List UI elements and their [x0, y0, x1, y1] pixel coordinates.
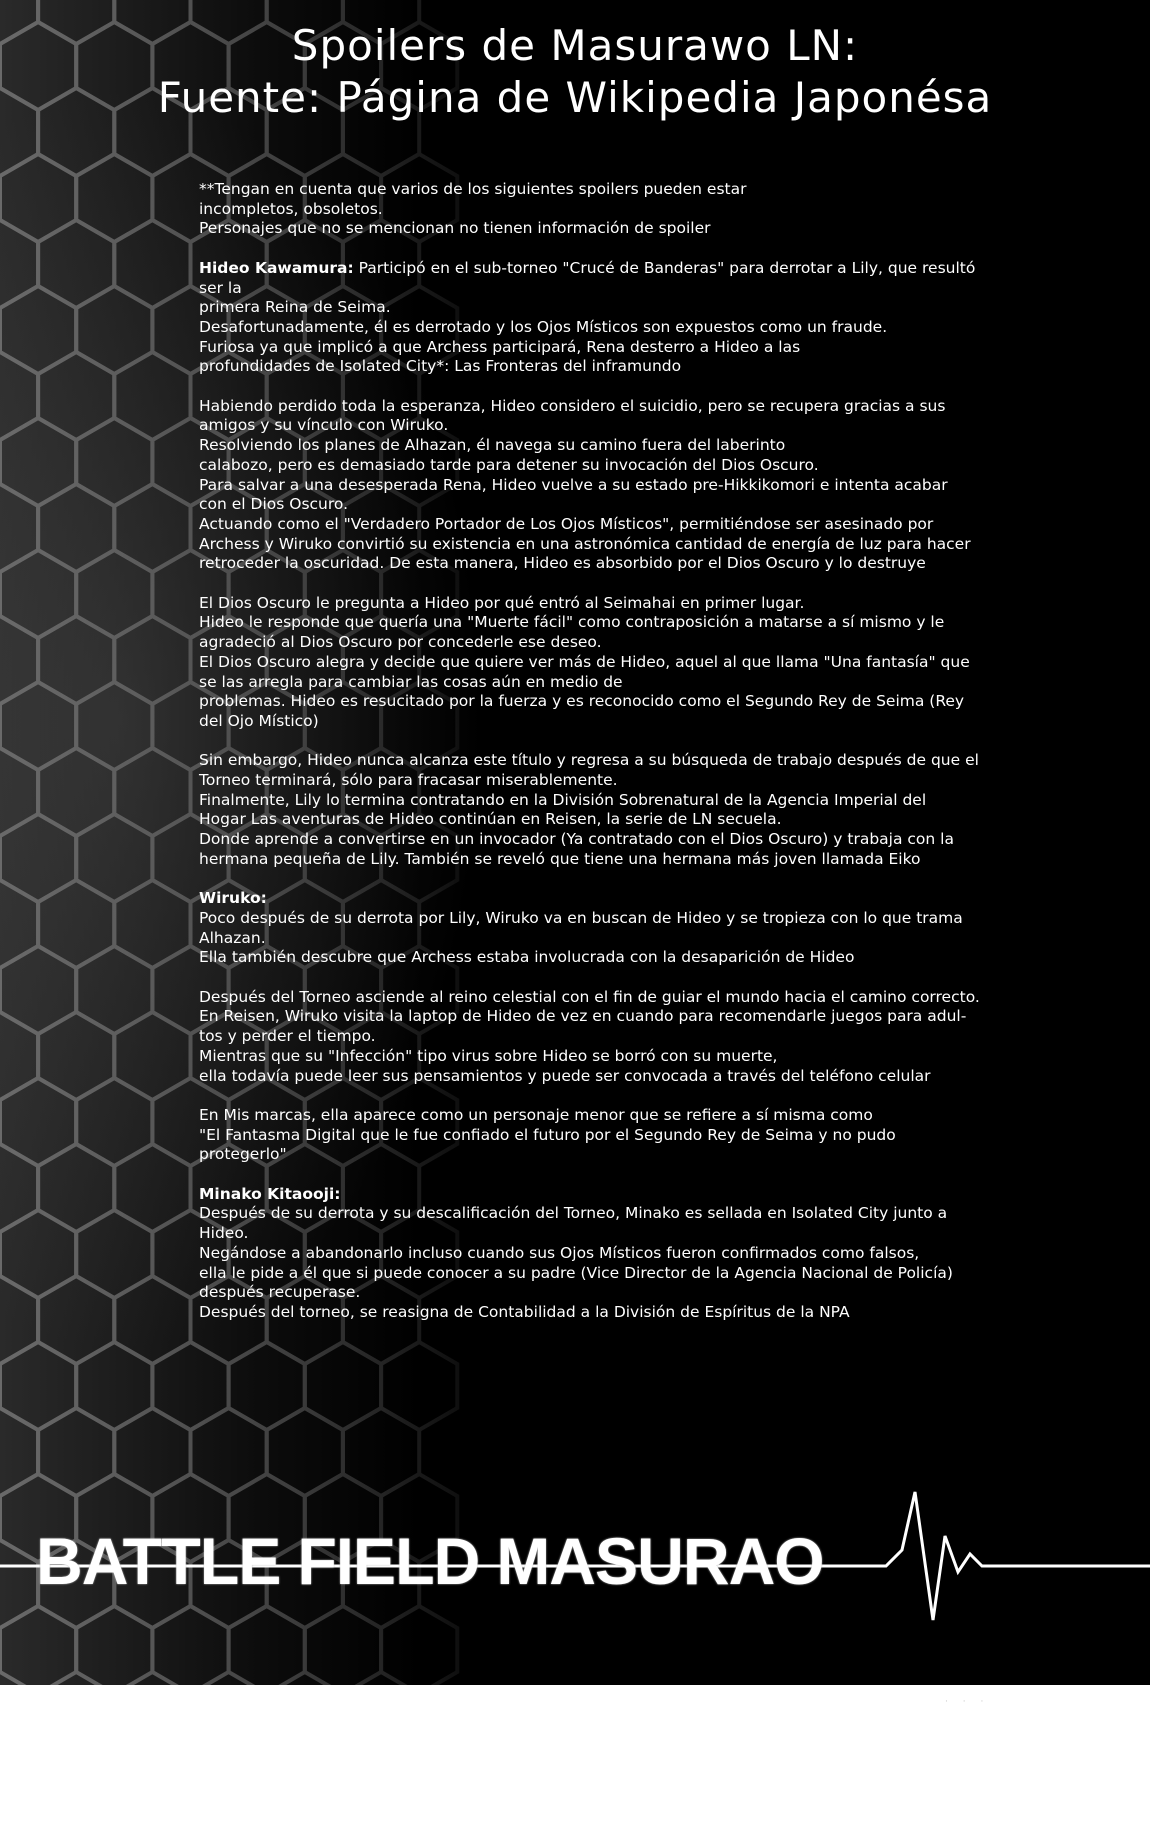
- character-name-minako: Minako Kitaooji:: [199, 1184, 341, 1203]
- text-line: En Reisen, Wiruko visita la laptop de Hideo de vez en cuando para recomendarle juegos para adul-: [199, 1007, 967, 1026]
- text-line: Finalmente, Lily lo termina contratando en la División Sobrenatural de la Agencia Imperial del: [199, 790, 927, 809]
- text-line: **Tengan en cuenta que varios de los siguientes spoilers pueden estar: [199, 180, 747, 198]
- text-line: retroceder la oscuridad. De esta manera, Hideo es absorbido por el Dios Oscuro y lo destruye: [199, 554, 926, 573]
- text-line: [199, 259, 989, 279]
- text-line: Hideo.: [199, 1224, 249, 1243]
- text-line: hermana pequeña de Lily. También se reveló que tiene una hermana más joven llamada Eiko: [199, 849, 921, 868]
- text-line: Actuando como el "Verdadero Portador de Los Ojos Místicos", permitiéndose ser asesinado por: [199, 514, 934, 533]
- text-line: Furiosa ya que implicó a que Archess participará, Rena desterro a Hideo a las: [199, 337, 801, 356]
- text-line: Después de su derrota y su descalificación del Torneo, Minako es sellada en Isolated City junto a: [199, 1204, 948, 1223]
- page-title-line2: Fuente: Página de Wikipedia Japonésa: [157, 73, 993, 122]
- text-line: Ella también descubre que Archess estaba involucrada con la desaparición de Hideo: [199, 948, 855, 967]
- text-line: Mientras que su "Infección" tipo virus sobre Hideo se borró con su muerte,: [199, 1046, 778, 1065]
- text-line: primera Reina de Seima.: [199, 298, 391, 317]
- blank-line: [199, 574, 989, 594]
- blank-line: [199, 1086, 989, 1106]
- blank-line: [199, 870, 989, 890]
- text-line: En Mis marcas, ella aparece como un personaje menor que se refiere a sí misma como: [199, 1105, 873, 1124]
- text-line: El Dios Oscuro alegra y decide que quiere ver más de Hideo, aquel al que llama "Una fantasía" que: [199, 652, 970, 671]
- text-line: Negándose a abandonarlo incluso cuando sus Ojos Místicos fueron confirmados como falsos,: [199, 1243, 920, 1262]
- text-line: Después del torneo, se reasigna de Contabilidad a la División de Espíritus de la NPA: [199, 1302, 850, 1321]
- spoiler-text: [199, 180, 989, 1323]
- text-line: Después del Torneo asciende al reino celestial con el fin de guiar el mundo hacia el camino correcto.: [199, 987, 980, 1006]
- text-line: se las arregla para cambiar las cosas aún en medio de: [199, 672, 623, 691]
- text-line: Desafortunadamente, él es derrotado y los Ojos Místicos son expuestos como un fraude.: [199, 317, 888, 336]
- text-line: Resolviendo los planes de Alhazan, él navega su camino fuera del laberinto: [199, 436, 786, 455]
- series-logo: BATTLE FIELD MASURAO: [36, 1524, 824, 1598]
- text-line: Torneo terminará, sólo para fracasar miserablemente.: [199, 771, 618, 790]
- text-line: agradeció al Dios Oscuro por concederle ese deseo.: [199, 633, 602, 652]
- text-segment: Participó en el sub-torneo "Crucé de Banderas" para derrotar a Lily, que resultó: [353, 258, 976, 277]
- blank-line: [199, 239, 989, 259]
- text-line: después recuperase.: [199, 1283, 361, 1302]
- text-line: ella le pide a él que si puede conocer a su padre (Vice Director de la Agencia Nacional de Policía): [199, 1263, 953, 1282]
- character-name-hideo: Hideo Kawamura:: [199, 258, 354, 277]
- blank-line: [199, 1165, 989, 1185]
- text-line: protegerlo": [199, 1145, 287, 1164]
- text-line: Archess y Wiruko convirtió su existencia en una astronómica cantidad de energía de luz para hacer: [199, 534, 971, 553]
- text-line: ser la: [199, 278, 242, 297]
- text-line: del Ojo Místico): [199, 711, 319, 730]
- page-title-line1: Spoilers de Masurawo LN:: [291, 21, 859, 70]
- text-line: "El Fantasma Digital que le fue confiado el futuro por el Segundo Rey de Seima y no pudo: [199, 1125, 896, 1144]
- text-line: ella todavía puede leer sus pensamientos y puede ser convocada a través del teléfono celular: [199, 1066, 931, 1085]
- blank-line: [199, 377, 989, 397]
- text-line: incompletos, obsoletos.: [199, 199, 383, 218]
- text-line: Alhazan.: [199, 928, 266, 947]
- text-line: calabozo, pero es demasiado tarde para detener su invocación del Dios Oscuro.: [199, 455, 819, 474]
- blank-line: [199, 732, 989, 752]
- text-line: Hideo le responde que quería una "Muerte fácil" como contraposición a matarse a sí mismo y le: [199, 613, 945, 632]
- text-line: Poco después de su derrota por Lily, Wiruko va en buscan de Hideo y se tropieza con lo que trama: [199, 908, 963, 927]
- text-line: Hogar Las aventuras de Hideo continúan en Reisen, la serie de LN secuela.: [199, 810, 782, 829]
- text-line: El Dios Oscuro le pregunta a Hideo por qué entró al Seimahai en primer lugar.: [199, 593, 805, 612]
- text-line: con el Dios Oscuro.: [199, 495, 349, 514]
- text-line: amigos y su vínculo con Wiruko.: [199, 416, 449, 435]
- blank-line: [199, 968, 989, 988]
- page-mark: · · ·: [945, 1697, 990, 1707]
- text-line: profundidades de Isolated City*: Las Fronteras del inframundo: [199, 357, 682, 376]
- text-line: tos y perder el tiempo.: [199, 1027, 376, 1046]
- text-line: Para salvar a una desesperada Rena, Hideo vuelve a su estado pre-Hikkikomori e intenta acabar: [199, 475, 948, 494]
- text-line: Donde aprende a convertirse en un invocador (Ya contratado con el Dios Oscuro) y trabaja con la: [199, 830, 954, 849]
- text-line: Habiendo perdido toda la esperanza, Hideo considero el suicidio, pero se recupera gracias a sus: [199, 396, 946, 415]
- text-line: Personajes que no se mencionan no tienen información de spoiler: [199, 219, 711, 238]
- text-line: problemas. Hideo es resucitado por la fuerza y es reconocido como el Segundo Rey de Seima (Rey: [199, 692, 965, 711]
- character-name-wiruko: Wiruko:: [199, 889, 267, 908]
- text-line: Sin embargo, Hideo nunca alcanza este título y regresa a su búsqueda de trabajo después de que el: [199, 751, 979, 770]
